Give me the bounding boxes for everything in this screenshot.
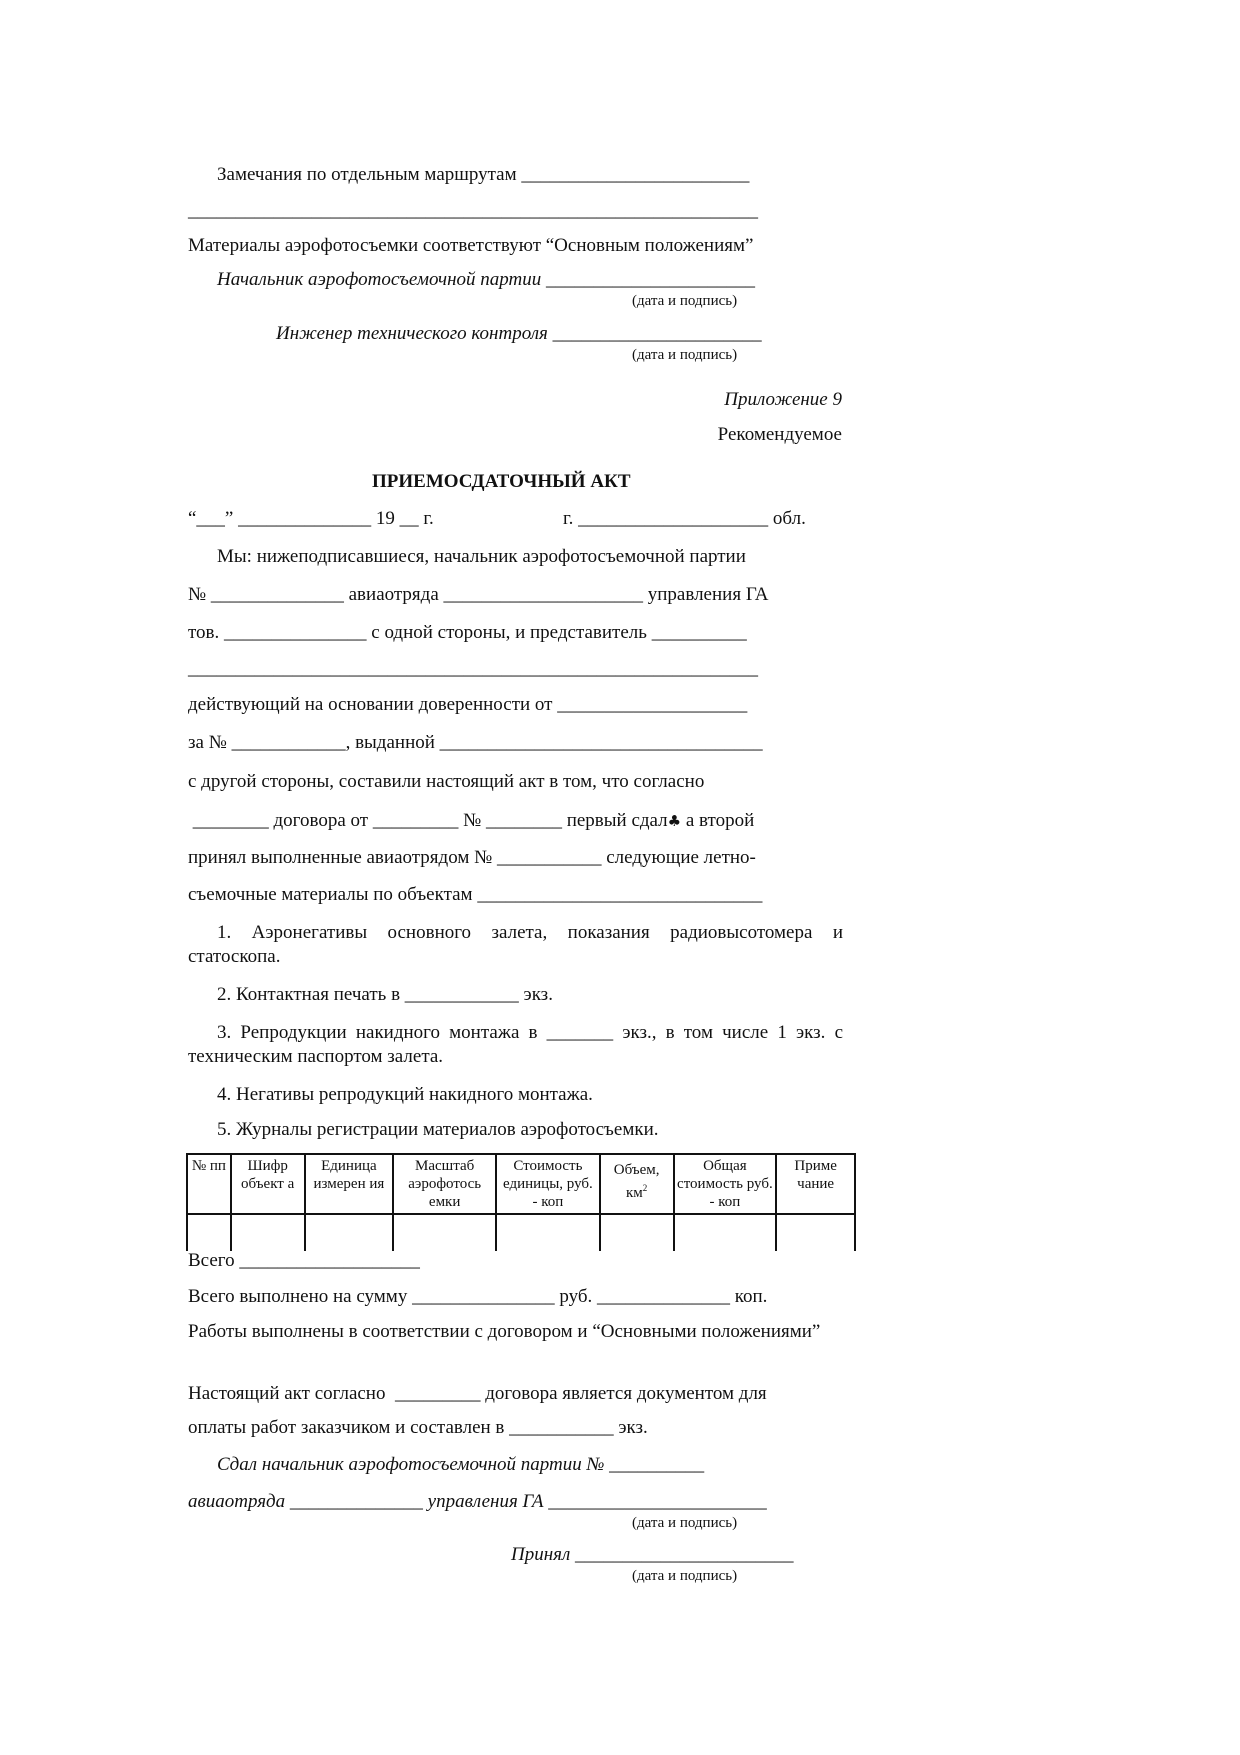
col-total-cost-header: Общая стоимость руб. - коп [674,1154,777,1214]
item-3: 3. Репродукции накидного монтажа в _______ экз., в том числе 1 экз. с техническим паспортом залета. [188,1022,843,1067]
col-unit-header: Единица измерен ия [305,1154,394,1214]
handed-blank: __________ [604,1454,705,1475]
table-cell [496,1214,600,1251]
act-statement-end: _________ договора является документом для [390,1383,767,1404]
body-line-8-text: ________ договора от _________ № ________ первый сдал [188,810,668,831]
table-cell [305,1214,394,1251]
act-statement-line [188,1382,767,1406]
engineer-label: Инженер технического контроля [276,323,548,344]
works-statement: Работы выполнены в соответствии с договором и “Основными положениями” [188,1321,821,1342]
accepted-date-sign-hint: (дата и подпись) [632,1568,738,1584]
act-statement-start: Настоящий акт согласно [188,1383,386,1404]
table-cell [187,1214,231,1251]
body-line-7: с другой стороны, составили настоящий акт в том, что согласно [188,771,705,792]
col-unit-cost-header: Стоимость единицы, руб. - коп [496,1154,600,1214]
table-cell [600,1214,674,1251]
detachment-line [188,1490,767,1514]
col-code-header: Шифр объект а [231,1154,305,1214]
table-header-row [187,1154,855,1214]
payment-line: оплаты работ заказчиком и составлен в ___________ экз. [188,1417,648,1438]
handed-line [217,1453,704,1477]
col-volume-superscript: 2 [642,1183,648,1193]
table-cell [776,1214,855,1251]
detachment-blank: ______________ [285,1491,428,1512]
handed-label: Сдал начальник аэрофотосъемочной партии № [217,1454,605,1475]
col-note-header: Приме чание [776,1154,855,1214]
appendix-status: Рекомендуемое [717,424,842,445]
engineer-signature-line [276,322,762,346]
chief-label: Начальник аэрофотосъемочной партии [217,269,542,290]
appendix-number: Приложение 9 [724,389,842,410]
table-row [187,1214,855,1251]
item-4: 4. Негативы репродукций накидного монтажа. [217,1084,593,1105]
administration-label: управления ГА [427,1491,544,1512]
remarks-line: Замечания по отдельным маршрутам ________________________ [217,164,750,185]
total-line: Всего ___________________ [188,1250,420,1271]
col-number-header: № пп [187,1154,231,1214]
body-line-10: съемочные материалы по объектам ______________________________ [188,884,763,905]
item-2: 2. Контактная печать в ____________ экз. [217,984,553,1005]
materials-table [186,1153,856,1251]
body-line-8-end: а второй [681,810,755,831]
accepted-line [511,1543,794,1567]
chief-signature-line [217,268,755,292]
body-line-1: Мы: нижеподписавшиеся, начальник аэрофотосъемочной партии [217,546,746,567]
administration-blank: _______________________ [543,1491,767,1512]
body-line-8 [188,809,754,833]
conformity-statement: Материалы аэрофотосъемки соответствуют “Основным положениям” [188,235,754,256]
chief-date-sign-hint: (дата и подпись) [632,293,738,309]
item-5: 5. Журналы регистрации материалов аэрофотосъемки. [217,1119,659,1140]
accepted-label: Принял [511,1544,571,1565]
engineer-blank: ______________________ [547,323,762,344]
col-volume-header [600,1154,674,1214]
table-cell [231,1214,305,1251]
detachment-label: авиаотряда [188,1491,286,1512]
body-line-4: ____________________________________________________________ [188,658,758,679]
table-cell [674,1214,777,1251]
body-line-5: действующий на основании доверенности от ____________________ [188,694,748,715]
remarks-continuation-line: ____________________________________________________________ [188,200,758,221]
engineer-date-sign-hint: (дата и подпись) [632,347,738,363]
sum-line: Всего выполнено на сумму _______________ руб. ______________ коп. [188,1286,768,1307]
col-scale-header: Масштаб аэрофотось емки [393,1154,496,1214]
body-line-6: за № ____________, выданной __________________________________ [188,732,763,753]
body-line-2: № ______________ авиаотряда _____________________ управления ГА [188,584,769,605]
body-line-9: принял выполненные авиаотрядом № ___________ следующие летно- [188,847,756,868]
document-title: ПРИЕМОСДАТОЧНЫЙ АКТ [372,471,631,492]
city-line: г. ____________________ обл. [563,508,806,529]
col-volume-label: Объем, км [613,1162,660,1201]
chief-blank: ______________________ [541,269,755,290]
item-1: 1. Аэронегативы основного залета, показания радиовысотомера и статоскопа. [188,922,843,967]
date-line: “___” ______________ 19 __ г. [188,508,434,529]
body-line-3: тов. _______________ с одной стороны, и представитель __________ [188,622,747,643]
club-glyph: ♣ [667,812,682,830]
accepted-blank: _______________________ [570,1544,794,1565]
table-cell [393,1214,496,1251]
handed-date-sign-hint: (дата и подпись) [632,1515,738,1531]
